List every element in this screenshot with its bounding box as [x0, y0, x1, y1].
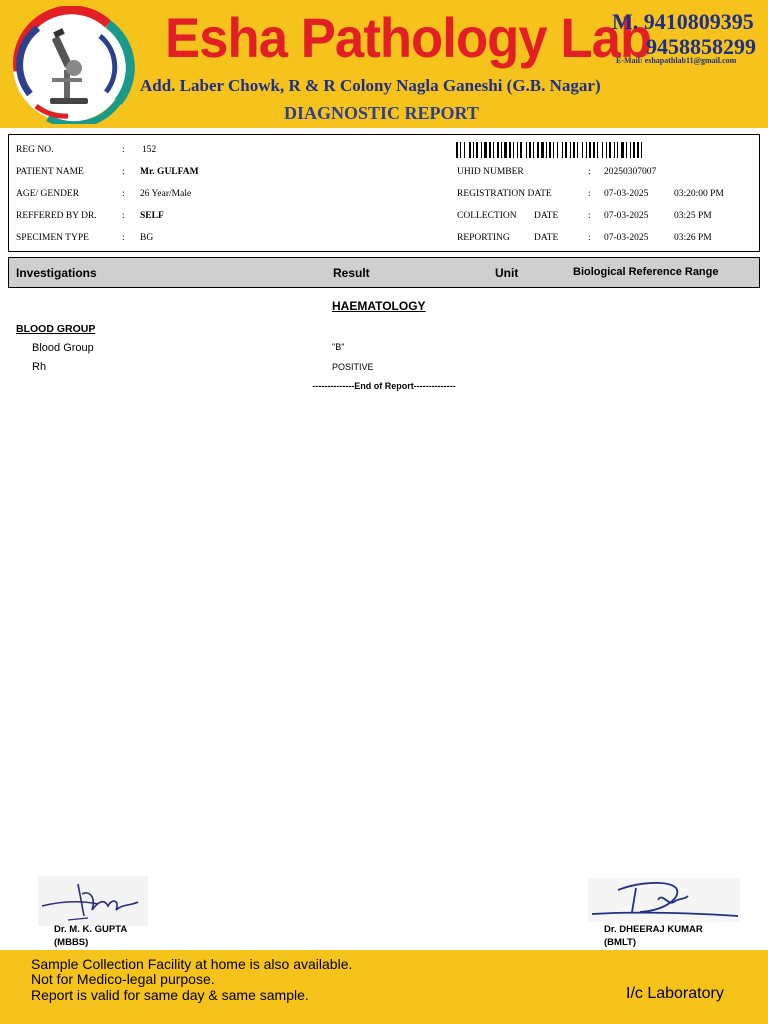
signatory-left-qualification: (MBBS): [54, 937, 89, 948]
colon: :: [122, 189, 125, 199]
test-result: "B": [332, 342, 345, 352]
reporting-date-value: 07-03-2025: [604, 233, 649, 243]
footer-note-validity: Report is valid for same day & same sample.: [31, 987, 309, 1003]
referred-by-label: REFFERED BY DR.: [16, 211, 97, 221]
collection-date-label: DATE: [534, 211, 559, 221]
colon: :: [588, 167, 591, 177]
specimen-type-value: BG: [140, 233, 154, 243]
age-gender-label: AGE/ GENDER: [16, 189, 80, 199]
test-name: Blood Group: [32, 342, 94, 354]
reg-no-value: 152: [142, 145, 157, 155]
signature-left: [38, 876, 148, 926]
phone-number-secondary: 9458858299: [646, 34, 756, 59]
column-investigations: Investigations: [16, 266, 97, 280]
lab-name: Esha Pathology Lab: [165, 6, 652, 69]
signatory-right-name: Dr. DHEERAJ KUMAR: [604, 924, 703, 935]
column-unit: Unit: [495, 266, 519, 280]
colon: :: [588, 189, 591, 199]
lab-email: E-Mail: eshapathlab11@gmail.com: [616, 56, 737, 65]
test-result: POSITIVE: [332, 362, 374, 372]
reporting-label: REPORTING: [457, 233, 510, 243]
results-table-header: [8, 257, 760, 288]
footer-lab-incharge: I/c Laboratory: [626, 985, 724, 1002]
registration-date-label: REGISTRATION DATE: [457, 189, 552, 199]
uhid-label: UHID NUMBER: [457, 167, 524, 177]
registration-date-value: 07-03-2025: [604, 189, 649, 199]
test-group-title: BLOOD GROUP: [16, 323, 96, 335]
colon: :: [122, 167, 125, 177]
section-title: HAEMATOLOGY: [332, 299, 426, 313]
signatory-left-name: Dr. M. K. GUPTA: [54, 924, 128, 935]
report-title: DIAGNOSTIC REPORT: [284, 103, 479, 123]
reporting-date-label: DATE: [534, 233, 559, 243]
reporting-time-value: 03:26 PM: [674, 233, 712, 243]
colon: :: [122, 145, 125, 155]
collection-time-value: 03:25 PM: [674, 211, 712, 221]
phone-number-primary: M. 9410809395: [612, 9, 754, 34]
signatory-left: [54, 923, 127, 949]
signatory-right-qualification: (BMLT): [604, 937, 637, 948]
specimen-type-label: SPECIMEN TYPE: [16, 233, 89, 243]
patient-name-value: Mr. GULFAM: [140, 167, 199, 177]
signature-right: [588, 878, 740, 922]
signatory-right: [604, 923, 703, 949]
barcode-icon: [456, 142, 752, 158]
colon: :: [588, 211, 591, 221]
column-reference-range: Biological Reference Range: [573, 266, 719, 278]
colon: :: [122, 233, 125, 243]
referred-by-value: SELF: [140, 211, 164, 221]
microscope-icon: [8, 6, 136, 124]
lab-address: Add. Laber Chowk, R & R Colony Nagla Ganeshi (G.B. Nagar): [140, 76, 601, 95]
reg-no-label: REG NO.: [16, 145, 54, 155]
patient-name-label: PATIENT NAME: [16, 167, 84, 177]
report-footer: [0, 950, 768, 1024]
end-of-report: --------------End of Report--------------: [312, 381, 456, 391]
age-gender-value: 26 Year/Male: [140, 189, 192, 199]
collection-label: COLLECTION: [457, 211, 517, 221]
footer-note-medico-legal: Not for Medico-legal purpose.: [31, 971, 215, 987]
colon: :: [588, 233, 591, 243]
footer-note-home-collection: Sample Collection Facility at home is also available.: [31, 956, 353, 972]
collection-date-value: 07-03-2025: [604, 211, 649, 221]
colon: :: [122, 211, 125, 221]
uhid-value: 20250307007: [604, 167, 657, 177]
column-result: Result: [333, 266, 370, 280]
report-header: [0, 0, 768, 128]
registration-time-value: 03:20:00 PM: [674, 189, 724, 199]
test-name: Rh: [32, 361, 47, 373]
